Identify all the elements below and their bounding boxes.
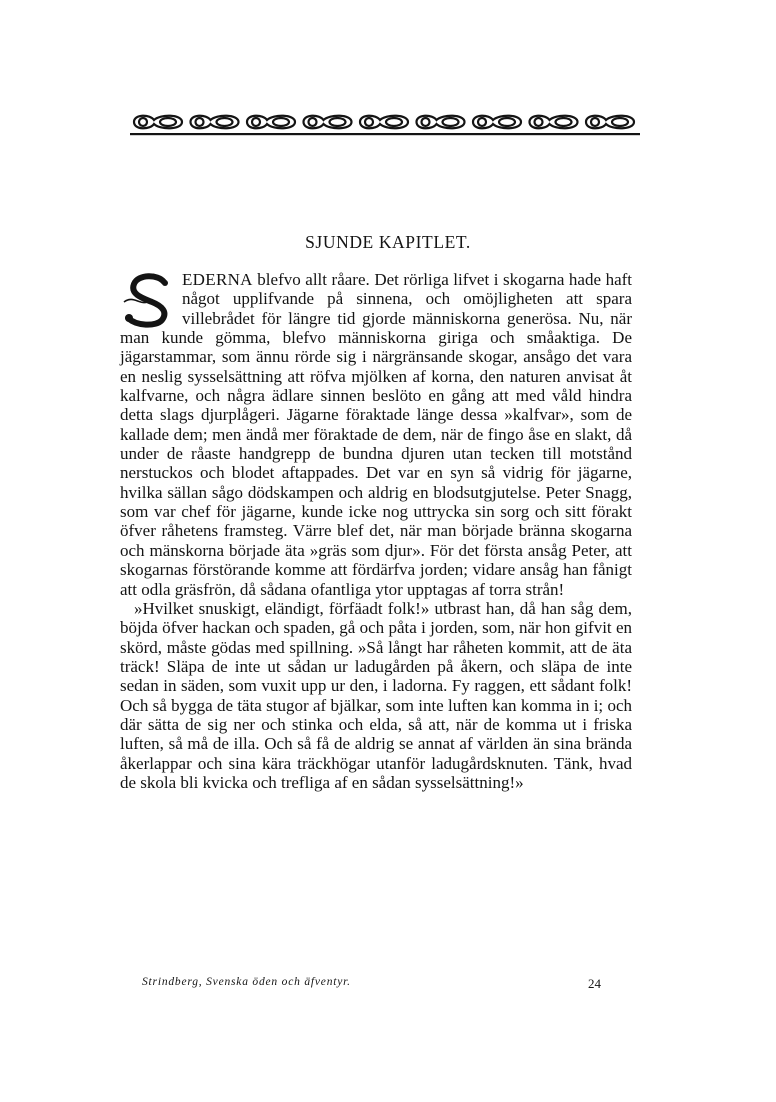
ornament-ring (499, 118, 515, 126)
svg-text:S: S (148, 316, 150, 317)
decorative-header-border (130, 110, 640, 138)
paragraph-1 (120, 270, 632, 599)
ornament-ring (386, 118, 402, 126)
ornament-ring (160, 118, 176, 126)
ornament-ring (443, 118, 459, 126)
ornament-ring (252, 118, 260, 126)
first-word: EDERNA (182, 270, 253, 289)
ornament-ring (273, 118, 289, 126)
ornament-ring (591, 118, 599, 126)
ornament-ring (422, 118, 430, 126)
paragraph-1-text: blefvo allt råare. Det rörliga lifvet i skogarna hade haft något upplifvande på sinnena, och omöjligheten att spara villebrådet för längre tid gjorde människorna generösa. Nu, när man kunde gömma, blefvo människorna giriga och småaktiga. De jägarstammar, som ännu rörde sig i närgränsande skogar, ansågo det vara en neslig sysselsättning att röfva mjölken af korna, den naturen anvisat åt kalfvarne, och några ädlare sinnen beslöto en gång att med våld hindra detta slags djurplågeri. Jägarne föraktade länge dessa »kalfvar», som de kallade dem; men ändå mer föraktade de dem, när de fingo åse en slakt, då under de råaste handgrepp de bundna djuren utan tecken till motstånd nerstuckos och blodet aftappades. Det var en syn så vidrig för jägarne, hvilka sällan sågo dödskampen och aldrig en blodsutgjutelse. Peter Snagg, som var chef för jägarne, kunde icke nog uttrycka sin sorg och sitt förakt öfver råhetens framsteg. Värre blef det, när man började bränna skogarna och mänskorna började äta »gräs som djur». För det första ansåg Peter, att skogarnas förstörande komme att fördärfva jorden; vidare ansåg han fånigt att odla gräsfrön, då sådana ofantliga ytor upptagas af torra strån! (120, 270, 632, 599)
ornament-chain-icon (130, 110, 640, 138)
footer-source: Strindberg, Svenska öden och äfventyr. (142, 976, 351, 988)
drop-cap-s (120, 272, 178, 328)
ornament-ring (139, 118, 147, 126)
page-number: 24 (588, 976, 601, 991)
ornament-ring (217, 118, 233, 126)
ornament-ring (612, 118, 628, 126)
ornament-ring (309, 118, 317, 126)
body-text (120, 270, 632, 792)
ornament-ring (196, 118, 204, 126)
ornament-ring (535, 118, 543, 126)
ornament-ring (330, 118, 346, 126)
ornament-ring (478, 118, 486, 126)
ornament-ring (365, 118, 373, 126)
paragraph-2: »Hvilket snuskigt, eländigt, förfäadt folk!» utbrast han, då han såg dem, böjda öfver hackan och spaden, gå och påta i jorden, som, när hon gifvit en skörd, måste gödas med spillning. »Så långt har råheten kommit, att de äta träck! Släpa de inte ut sådan ur ladugården på åkern, och släpa de inte sedan in säden, som vuxit upp ur den, i ladorna. Fy raggen, ett sådant folk! Och så bygga de täta stugor af bjälkar, som inte luften kan komma in i; och där sätta de sig ner och stinka och elda, så att, när de komma ut i friska luften, så må de illa. Och så få de aldrig se annat af världen än sina brända åkerlappar och sina kära träckhögar utanför ladugårdsknuten. Tänk, hvad de skola bli kvicka och trefliga af en sådan sysselsättning!» (120, 598, 632, 792)
ornament-ring (556, 118, 572, 126)
chapter-title: SJUNDE KAPITLET. (305, 232, 471, 252)
